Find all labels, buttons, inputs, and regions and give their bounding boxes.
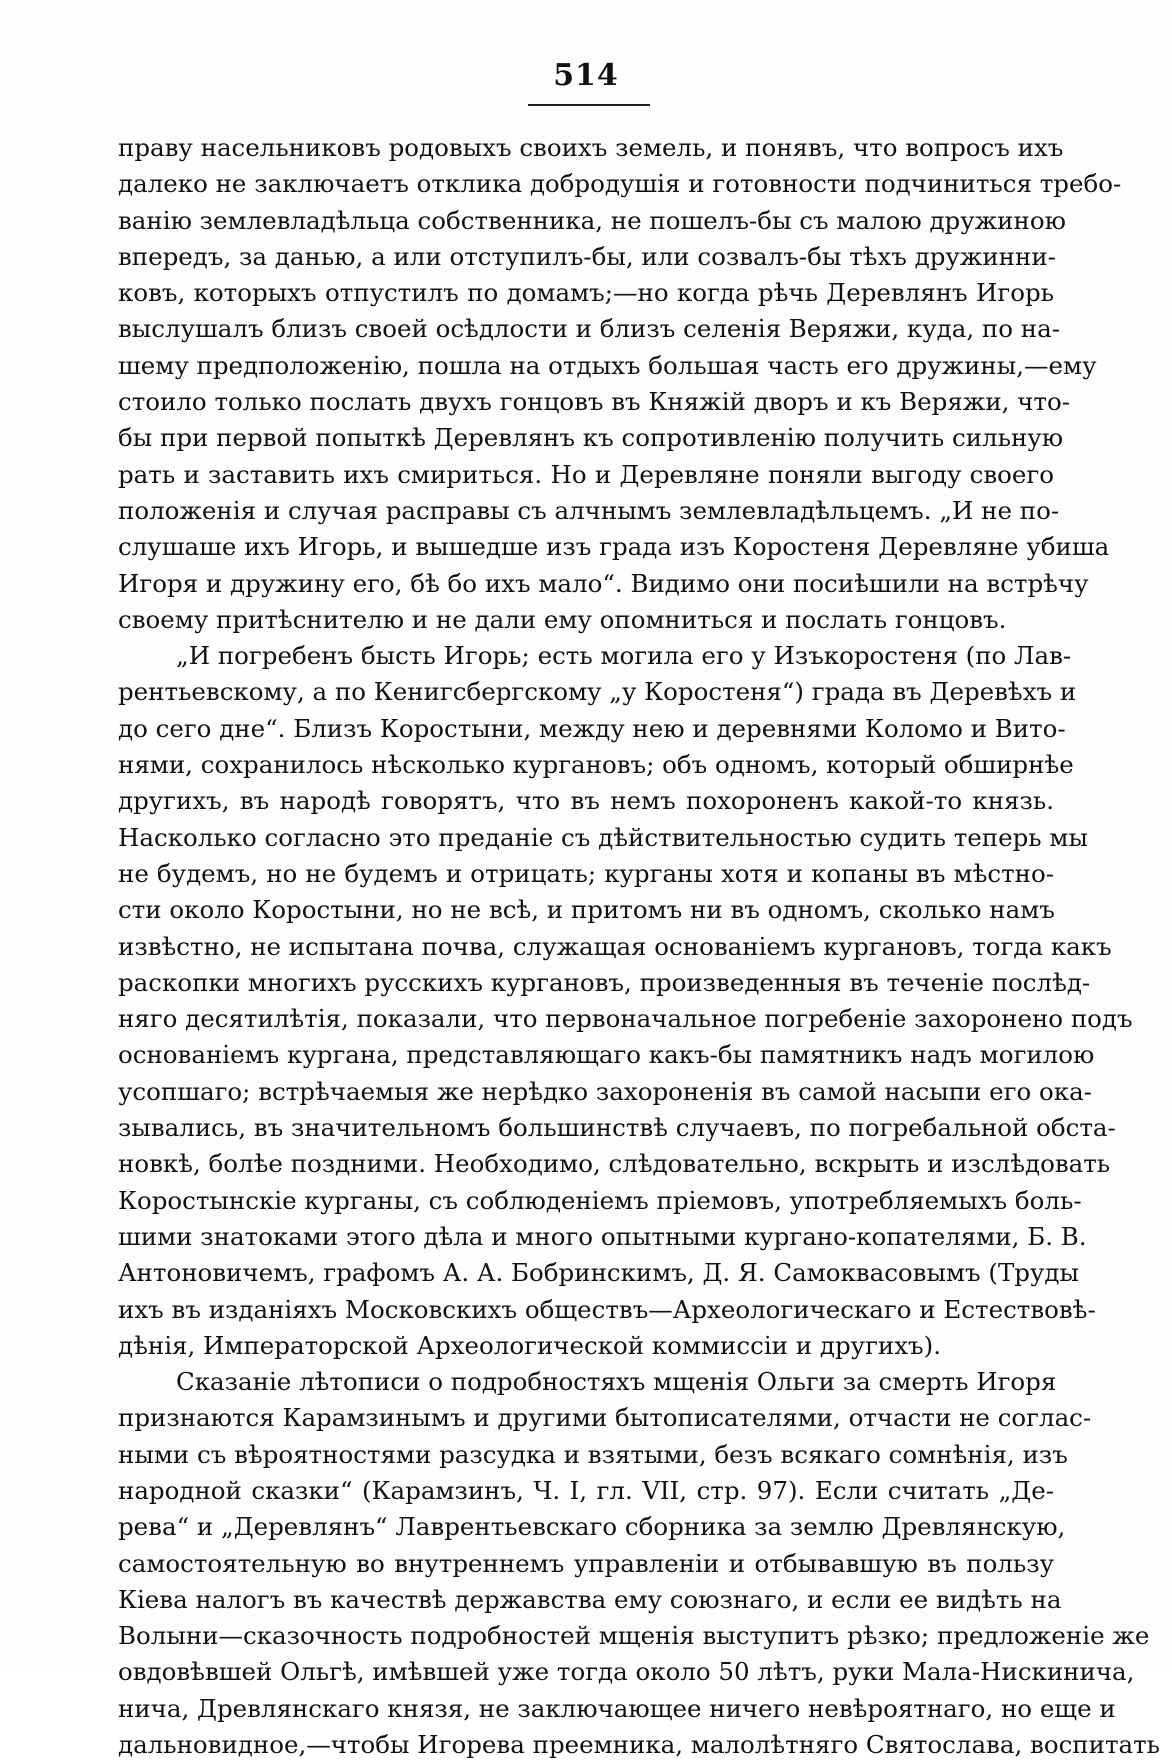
text-line: сти около Коростыни, но не всѣ, и притомъ ни въ одномъ, сколько намъ [118,895,1055,925]
text-line: зывались, въ значительномъ большинствѣ случаевъ, по погребальной обста- [118,1113,1116,1143]
text-line: новкѣ, болѣе поздними. Необходимо, слѣдовательно, вскрыть и изслѣдовать [118,1149,1111,1179]
text-line: няго десятилѣтія, показали, что первоначальное погребеніе захоронено подъ [118,1004,1133,1034]
text-line: рентьевскому, а по Кенигсбергскому „у Коростеня“) града въ Деревѣхъ и [118,677,1077,707]
text-line: Сказаніе лѣтописи о подробностяхъ мщенія Ольги за смерть Игоря [176,1367,1057,1397]
page-number-rule [528,104,650,106]
text-line: усопшаго; встрѣчаемыя же нерѣдко захороненія въ самой насыпи его ока- [118,1076,1092,1106]
text-line: шими знатоками этого дѣла и много опытными кургано-копателями, Б. В. [118,1221,1087,1251]
text-line: дѣнія, Императорской Археологической коммиссіи и другихъ). [118,1330,941,1360]
text-line: впередъ, за данью, а или отступилъ-бы, или созвалъ-бы тѣхъ дружинни- [118,241,1056,271]
text-line: признаются Карамзинымъ и другими бытописателями, отчасти не соглас- [118,1403,1092,1433]
text-line: овдовѣвшей Ольгѣ, имѣвшей уже тогда около 50 лѣтъ, руки Мала-Нискинича, [118,1657,1135,1687]
text-line: далеко не заключаетъ отклика добродушія и готовности подчиниться требо- [118,169,1122,199]
text-line: Насколько согласно это преданіе съ дѣйствительностью судить теперь мы [118,822,1088,852]
text-line: Коростынскіе курганы, съ соблюденіемъ пріемовъ, употребляемыхъ боль- [118,1185,1082,1215]
text-line: „И погребенъ бысть Игорь; есть могила его у Изъкоростеня (по Лав- [176,641,1072,671]
text-line: дальновидное,—чтобы Игорева преемника, малолѣтняго Святослава, воспитать [118,1730,1161,1760]
page-number: 514 [553,58,619,93]
text-line: ковъ, которыхъ отпустилъ по домамъ;—но когда рѣчь Деревлянъ Игорь [118,278,1054,308]
text-line: Игоря и дружину его, бѣ бо ихъ мало“. Видимо они посиѣшили на встрѣчу [118,568,1089,598]
text-line: своему притѣснителю и не дали ему опомниться и послать гонцовъ. [118,604,1007,634]
text-line: основаніемъ кургана, представляющаго какъ-бы памятникъ надъ могилою [118,1040,1095,1070]
body-text [118,130,1161,1763]
text-line: извѣстно, не испытана почва, служащая основаніемъ кургановъ, тогда какъ [118,931,1112,961]
text-line: ными съ вѣроятностями разсудка и взятыми, безъ всякаго сомнѣнія, изъ [118,1439,1068,1469]
text-line: ихъ въ изданіяхъ Московскихъ обществъ—Археологическаго и Естествовѣ- [118,1294,1096,1324]
text-line: не будемъ, но не будемъ и отрицать; курганы хотя и копаны въ мѣстно- [118,858,1054,888]
text-line: положенія и случая расправы съ алчнымъ землевладѣльцемъ. „И не по- [118,495,1060,525]
text-line: рева“ и „Деревлянъ“ Лаврентьевскаго сборника за землю Древлянскую, [118,1512,1066,1542]
text-line: Волыни—сказочность подробностей мщенія выступитъ рѣзко; предложеніе же [118,1621,1150,1651]
text-line: праву насельниковъ родовыхъ своихъ земель, и понявъ, что вопросъ ихъ [118,133,1064,162]
text-line: рать и заставить ихъ смириться. Но и Деревляне поняли выгоду своего [118,459,1054,489]
text-line: Кіева налогъ въ качествѣ державства ему союзнаго, и если ее видѣть на [118,1584,1062,1614]
text-line: нями, сохранилось нѣсколько кургановъ; объ одномъ, который обширнѣе [118,750,1074,780]
text-line: самостоятельную во внутреннемъ управленіи и отбывавшую въ пользу [118,1548,1054,1578]
text-line: стоило только послать двухъ гонцовъ въ Княжій дворъ и къ Веряжи, что- [118,387,1071,417]
text-line: шему предположенію, пошла на отдыхъ большая часть его дружины,—ему [118,350,1097,380]
text-line: Антоновичемъ, графомъ А. А. Бобринскимъ, Д. Я. Самоквасовымъ (Труды [118,1258,1079,1288]
text-line: другихъ, въ народѣ говорятъ, что въ немъ похороненъ какой-то князь. [118,786,1054,816]
text-line: слушаше ихъ Игорь, и вышедше изъ града изъ Коростеня Деревляне убиша [118,532,1110,562]
text-line: нича, Древлянскаго князя, не заключающее ничего невѣроятнаго, но еще и [118,1693,1116,1723]
text-line: бы при первой попыткѣ Деревлянъ къ сопротивленію получить сильную [118,423,1064,453]
text-line: раскопки многихъ русскихъ кургановъ, произведенныя въ теченіе послѣд- [118,967,1091,997]
text-line: выслушалъ близъ своей осѣдлости и близъ селенія Веряжи, куда, по на- [118,314,1060,344]
text-line: до сего дне“. Близъ Коростыни, между нею и деревнями Коломо и Вито- [118,713,1066,743]
text-line: народной сказки“ (Карамзинъ, Ч. I, гл. VII, стр. 97). Если считать „Де- [118,1475,1054,1505]
text-line: ванію землевладѣльца собственника, не пошелъ-бы съ малою дружиною [118,205,1066,235]
